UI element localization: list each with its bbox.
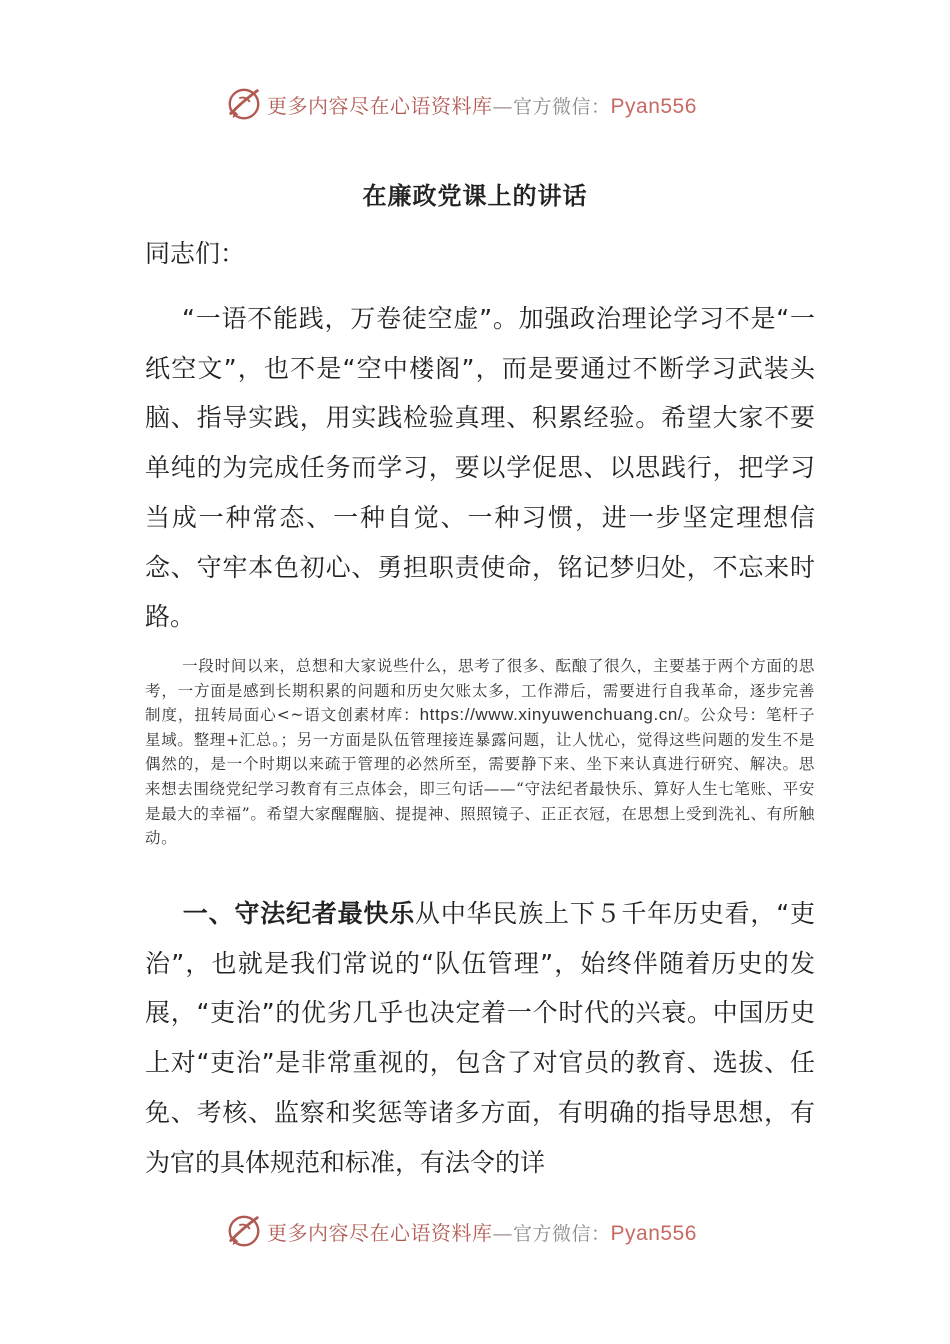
banner-wechat-id: Pyan556 [610, 94, 697, 118]
paragraph-1-text: “一语不能践，万卷徒空虚”。加强政治理论学习不是“一纸空文”，也不是“空中楼阁”，而是要通过不断学习武装头脑、指导实践，用实践检验真理、积累经验。希望大家不要单纯的为完成任务而学习，要以学促思、以思践行，把学习当成一种常态、一种自觉、一种习惯，进一步坚定理想信念、守牢本色初心、勇担职责使命，铭记梦归处，不忘来时路。 [145, 304, 815, 632]
page-title: 在廉政党课上的讲话 [362, 182, 588, 210]
banner-text: 更多内容尽在心语资料库 [267, 1220, 493, 1245]
banner-official-label: 官方微信： [513, 1222, 611, 1245]
banner-wechat-id: Pyan556 [610, 1221, 697, 1245]
paragraph-2-text-b: 。公众号：笔杆子星域。整理+汇总。；另一方面是队伍管理接连暴露问题，让人忧心，觉得这些问题的发生不是偶然的，是一个时期以来疏于管理的必然所至，需要静下来、坐下来认真进行研究、解决。思来想去围绕党纪学习教育有三点体会，即三句话——“守法纪者最快乐、算好人生七笔账、平安是最大的幸福”。希望大家醒醒脑、提提神、照照镜子、正正衣冠，在思想上受到洗礼、有所触动。 [145, 706, 815, 848]
section-1-body: 从中华民族上下５千年历史看，“吏治”，也就是我们常说的“队伍管理”，始终伴随着历史的发展，“吏治”的优劣几乎也决定着一个时代的兴衰。中国历史上对“吏治”是非常重视的，包含了对官员的教育、选拔、任免、考核、监察和奖惩等诸多方面，有明确的指导思想，有为官的具体规范和标准，有法令的详 [145, 899, 815, 1177]
pen-logo-icon [225, 85, 263, 123]
pen-logo-icon [225, 1212, 263, 1250]
paragraph-1 [145, 294, 815, 642]
paragraph-2-text-a: 一段时间以来，总想和大家说些什么，思考了很多、酝酿了很久，主要基于两个方面的思考，一方面是感到长期积累的问题和历史欠账太多，工作滞后，需要进行自我革命，逐步完善制度，扭转局面心<~语文创素材库： [145, 657, 815, 725]
section-1-heading: 一、守法纪者最快乐 [182, 899, 416, 928]
footer-banner [0, 1207, 950, 1255]
header-banner [0, 80, 950, 128]
paragraph-2 [145, 654, 815, 851]
banner-separator: — [492, 1220, 513, 1245]
banner-separator: — [492, 93, 513, 118]
salutation: 同志们： [145, 239, 246, 268]
banner-official-label: 官方微信： [513, 95, 611, 118]
section-1 [145, 889, 815, 1187]
paragraph-2-url: https://www.xinyuwenchuang.cn/ [419, 705, 684, 725]
banner-text: 更多内容尽在心语资料库 [267, 93, 493, 118]
